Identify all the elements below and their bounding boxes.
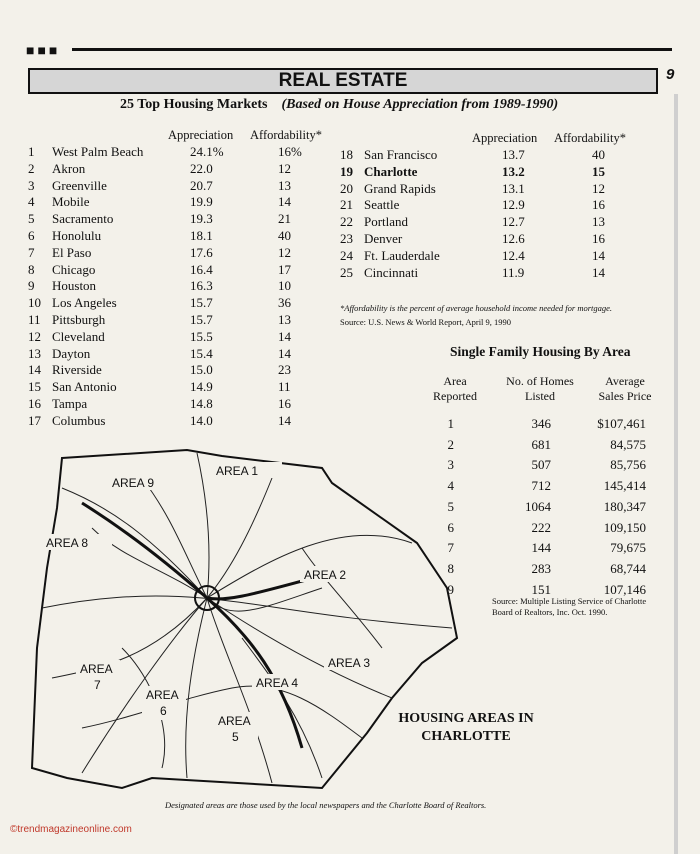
area-homes-listed: 681 xyxy=(531,436,551,452)
market-affordability: 10 xyxy=(278,278,291,294)
market-appreciation: 16.4 xyxy=(190,261,213,277)
map-area-label: AREA 2 xyxy=(304,568,347,582)
area-number: 6 xyxy=(447,519,454,535)
market-row xyxy=(340,147,640,164)
market-city: Charlotte xyxy=(364,163,418,179)
map-area-number: 6 xyxy=(160,704,167,718)
affordability-footnote: *Affordability is the percent of average household income needed for mortgage. xyxy=(340,303,613,313)
market-rank: 6 xyxy=(28,228,35,243)
col-price-header: Average Sales Price xyxy=(598,374,652,403)
market-affordability: 40 xyxy=(592,147,605,162)
market-appreciation: 13.2 xyxy=(502,163,525,179)
market-affordability: 16 xyxy=(592,231,605,246)
map-area-label: AREA 4 xyxy=(256,676,299,690)
road xyxy=(197,453,209,598)
market-rank: 18 xyxy=(340,147,353,162)
market-row xyxy=(28,161,328,178)
market-affordability: 13 xyxy=(278,312,291,327)
market-city: El Paso xyxy=(52,244,92,260)
market-affordability: 13 xyxy=(278,177,291,193)
market-appreciation: 12.9 xyxy=(502,197,525,213)
market-appreciation: 15.4 xyxy=(190,345,213,361)
single-family-source: Source: Multiple Listing Service of Charlotte Board of Realtors, Inc. Oct. 1990. xyxy=(492,596,647,617)
market-row xyxy=(28,144,328,161)
market-appreciation: 22.0 xyxy=(190,160,213,176)
market-city: Denver xyxy=(364,231,403,246)
market-rank: 3 xyxy=(28,177,35,193)
market-city: Los Angeles xyxy=(52,295,117,311)
area-number: 3 xyxy=(447,457,454,473)
market-affordability: 14 xyxy=(278,412,291,428)
markets-title: 25 Top Housing Markets xyxy=(120,97,268,112)
area-homes-listed: 712 xyxy=(531,478,551,494)
road xyxy=(242,638,322,778)
area-homes-listed: 151 xyxy=(531,581,551,597)
market-affordability: 17 xyxy=(278,261,291,277)
market-city: Portland xyxy=(364,214,409,230)
market-rank: 17 xyxy=(28,412,41,428)
market-city: Cleveland xyxy=(52,328,105,344)
market-appreciation: 17.6 xyxy=(190,244,213,260)
market-affordability: 13 xyxy=(592,214,605,230)
market-affordability: 21 xyxy=(278,211,291,227)
map-area-label: AREA xyxy=(146,688,179,702)
area-avg-price: $107,461 xyxy=(597,416,646,431)
map-area-label: AREA 3 xyxy=(328,656,371,670)
market-city: Greenville xyxy=(52,177,107,193)
market-appreciation: 24.1% xyxy=(190,144,224,159)
market-row xyxy=(28,396,328,413)
map-title-line-1: HOUSING AREAS IN xyxy=(398,711,534,726)
market-rank: 13 xyxy=(28,345,41,361)
area-homes-listed: 144 xyxy=(531,540,551,556)
market-appreciation: 14.9 xyxy=(190,379,213,395)
market-affordability: 14 xyxy=(278,194,291,210)
market-rank: 4 xyxy=(28,194,35,210)
market-rank: 15 xyxy=(28,379,41,395)
market-city: Mobile xyxy=(52,194,90,210)
charlotte-area-map xyxy=(22,448,460,796)
area-avg-price: 145,414 xyxy=(603,478,646,494)
market-row xyxy=(28,262,328,279)
market-row xyxy=(340,248,640,265)
markets-heading xyxy=(120,97,558,113)
area-number: 5 xyxy=(447,498,454,514)
market-row xyxy=(28,278,328,295)
area-avg-price: 109,150 xyxy=(603,519,646,535)
area-homes-listed: 346 xyxy=(531,416,551,431)
market-rank: 1 xyxy=(28,144,35,159)
market-rank: 21 xyxy=(340,197,353,213)
road xyxy=(302,548,382,648)
market-rank: 9 xyxy=(28,278,35,294)
market-affordability: 12 xyxy=(592,180,605,196)
market-city: Dayton xyxy=(52,345,91,361)
market-row xyxy=(28,362,328,379)
market-row xyxy=(28,295,328,312)
market-row xyxy=(28,329,328,346)
market-affordability: 23 xyxy=(278,362,291,378)
market-appreciation: 15.0 xyxy=(190,362,213,378)
area-avg-price: 68,744 xyxy=(610,560,646,576)
market-row xyxy=(28,312,328,329)
market-appreciation: 20.7 xyxy=(190,177,213,193)
market-city: Riverside xyxy=(52,362,102,378)
market-affordability: 16 xyxy=(592,197,605,213)
market-affordability: 14 xyxy=(592,264,605,280)
market-rank: 25 xyxy=(340,264,353,280)
market-rank: 8 xyxy=(28,261,35,277)
market-appreciation: 14.0 xyxy=(190,412,213,428)
area-row xyxy=(400,414,650,435)
market-affordability: 12 xyxy=(278,244,291,260)
area-avg-price: 84,575 xyxy=(610,436,646,452)
area-number: 9 xyxy=(447,581,454,597)
page-number: 9 xyxy=(666,66,675,83)
market-rank: 2 xyxy=(28,160,35,176)
market-row xyxy=(28,178,328,195)
market-row xyxy=(28,245,328,262)
market-appreciation: 19.3 xyxy=(190,211,213,227)
section-banner: REAL ESTATE xyxy=(28,68,658,94)
market-city: Cincinnati xyxy=(364,264,419,280)
single-family-title: Single Family Housing By Area xyxy=(450,344,631,359)
map-area-label: AREA 8 xyxy=(46,536,89,550)
map-area-label: AREA 9 xyxy=(112,476,155,490)
market-row xyxy=(28,413,328,430)
market-appreciation: 15.5 xyxy=(190,328,213,344)
market-city: Akron xyxy=(52,160,86,176)
market-row xyxy=(28,194,328,211)
area-homes-listed: 283 xyxy=(531,560,551,576)
top-rule xyxy=(72,48,672,51)
col-area-header: Area Reported xyxy=(433,374,477,403)
market-row xyxy=(340,265,640,282)
market-rank: 5 xyxy=(28,211,35,227)
area-homes-listed: 222 xyxy=(531,519,551,535)
market-city: Sacramento xyxy=(52,211,114,227)
market-city: Pittsburgh xyxy=(52,312,106,327)
market-appreciation: 19.9 xyxy=(190,194,213,210)
right-col-affordability-header: Affordability* xyxy=(554,131,626,145)
decorative-dots: ■■■ xyxy=(26,44,61,59)
market-appreciation: 16.3 xyxy=(190,278,213,294)
market-affordability: 14 xyxy=(278,328,291,344)
market-appreciation: 13.7 xyxy=(502,147,525,162)
page-edge-shadow xyxy=(674,94,678,854)
market-rank: 12 xyxy=(28,328,41,344)
market-city: Columbus xyxy=(52,412,106,428)
market-rank: 22 xyxy=(340,214,353,230)
area-number: 7 xyxy=(447,540,454,556)
map-area-number: 7 xyxy=(94,678,101,692)
road xyxy=(52,598,207,678)
map-note: Designated areas are those used by the local newspapers and the Charlotte Board of Realtors. xyxy=(165,800,487,810)
area-avg-price: 180,347 xyxy=(603,498,646,514)
area-avg-price: 85,756 xyxy=(610,457,646,473)
interstate xyxy=(82,503,302,748)
area-number: 1 xyxy=(447,416,454,431)
market-city: San Antonio xyxy=(52,379,117,395)
area-number: 4 xyxy=(447,478,454,494)
market-city: West Palm Beach xyxy=(52,144,144,159)
map-area-label: AREA 1 xyxy=(216,464,259,478)
market-city: Tampa xyxy=(52,396,88,411)
market-rank: 19 xyxy=(340,163,353,179)
markets-source: Source: U.S. News & World Report, April 9, 1990 xyxy=(340,317,512,327)
market-affordability: 40 xyxy=(278,228,291,243)
market-city: Grand Rapids xyxy=(364,180,436,196)
map-area-label: AREA xyxy=(218,714,251,728)
market-affordability: 12 xyxy=(278,160,291,176)
market-city: Houston xyxy=(52,278,97,294)
market-rank: 11 xyxy=(28,312,41,327)
market-row xyxy=(28,228,328,245)
market-row xyxy=(28,211,328,228)
market-rank: 10 xyxy=(28,295,41,311)
market-rank: 14 xyxy=(28,362,41,378)
road xyxy=(207,598,272,783)
market-affordability: 11 xyxy=(278,379,291,395)
area-number: 2 xyxy=(447,436,454,452)
market-appreciation: 15.7 xyxy=(190,295,213,311)
map-area-label: AREA xyxy=(80,662,113,676)
road xyxy=(186,598,207,778)
market-row xyxy=(340,231,640,248)
market-city: Honolulu xyxy=(52,228,102,243)
market-affordability: 16% xyxy=(278,144,302,159)
market-rank: 7 xyxy=(28,244,35,260)
market-row xyxy=(340,197,640,214)
market-affordability: 36 xyxy=(278,295,291,311)
left-col-appreciation-header: Appreciation xyxy=(168,128,234,142)
market-rank: 23 xyxy=(340,231,353,246)
area-avg-price: 107,146 xyxy=(603,581,646,597)
watermark: ©trendmagazineonline.com xyxy=(10,824,132,835)
market-affordability: 14 xyxy=(278,345,291,361)
market-appreciation: 14.8 xyxy=(190,396,213,411)
road xyxy=(207,478,272,598)
market-rank: 24 xyxy=(340,247,353,263)
market-affordability: 16 xyxy=(278,396,291,411)
market-affordability: 15 xyxy=(592,163,605,179)
market-appreciation: 11.9 xyxy=(502,264,525,280)
col-homes-header: No. of Homes Listed xyxy=(506,374,574,403)
map-title-line-2: CHARLOTTE xyxy=(421,729,511,744)
market-affordability: 14 xyxy=(592,247,605,263)
market-appreciation: 12.7 xyxy=(502,214,525,230)
map-area-number: 5 xyxy=(232,730,239,744)
market-city: Chicago xyxy=(52,261,96,277)
market-rank: 16 xyxy=(28,396,41,411)
map-title xyxy=(396,710,536,746)
road xyxy=(142,478,207,598)
market-city: San Francisco xyxy=(364,147,438,162)
right-col-appreciation-header: Appreciation xyxy=(472,131,538,145)
market-appreciation: 15.7 xyxy=(190,312,213,327)
market-row xyxy=(340,214,640,231)
left-col-affordability-header: Affordability* xyxy=(250,128,322,142)
market-rank: 20 xyxy=(340,180,353,196)
market-city: Ft. Lauderdale xyxy=(364,247,440,263)
area-avg-price: 79,675 xyxy=(610,540,646,556)
market-appreciation: 12.4 xyxy=(502,247,525,263)
market-appreciation: 12.6 xyxy=(502,231,525,246)
market-city: Seattle xyxy=(364,197,400,213)
market-appreciation: 18.1 xyxy=(190,228,213,243)
market-row xyxy=(28,379,328,396)
area-number: 8 xyxy=(447,560,454,576)
area-homes-listed: 507 xyxy=(531,457,551,473)
market-row xyxy=(340,181,640,198)
market-row xyxy=(28,346,328,363)
markets-note: (Based on House Appreciation from 1989-1990) xyxy=(281,97,559,112)
market-appreciation: 13.1 xyxy=(502,180,525,196)
area-homes-listed: 1064 xyxy=(525,498,551,514)
market-row xyxy=(340,164,640,181)
